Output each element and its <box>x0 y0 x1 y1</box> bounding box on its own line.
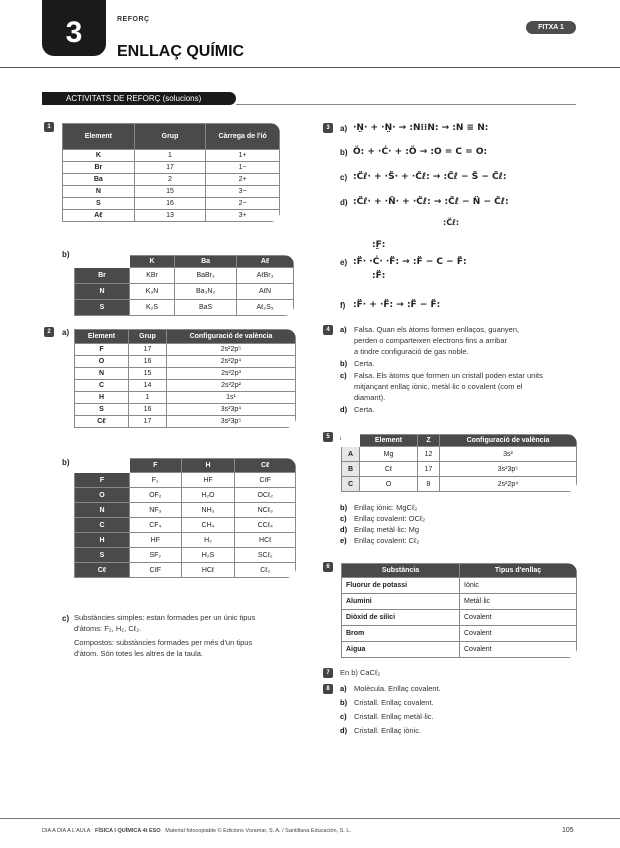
q3-item-label: a) <box>340 124 348 133</box>
col-header: Ba <box>175 256 237 268</box>
answer-label: a) <box>340 684 347 693</box>
table-cell: Br <box>63 162 135 174</box>
table-cell: H₂ <box>181 533 235 548</box>
lewis-bottom-atom: :F̈: <box>372 271 386 281</box>
q3-item-label: c) <box>340 173 348 182</box>
col-header: Element <box>360 435 418 447</box>
answer-label: b) <box>340 503 348 512</box>
row-header: O <box>75 488 130 503</box>
table-cell: CH₄ <box>181 518 235 533</box>
answer-label: d) <box>340 726 348 735</box>
answer-label: d) <box>340 405 348 414</box>
table-cell: K₃N <box>130 284 175 300</box>
answer-label: c) <box>340 371 347 380</box>
table-cell: Cℓ <box>75 416 129 428</box>
table-cell: F₂ <box>130 473 182 488</box>
col-header: Configuració de valència <box>440 435 577 447</box>
table-cell: 2 <box>134 174 206 186</box>
table-row <box>75 473 296 488</box>
table-row <box>75 488 296 503</box>
q5-table <box>341 434 577 492</box>
answer-text: Enllaç covalent: Cℓ₂ <box>354 536 420 545</box>
table-cell: 17 <box>134 162 206 174</box>
table-row <box>342 578 577 594</box>
table-cell: Aℓ <box>63 210 135 222</box>
table-cell: Covalent <box>460 610 577 626</box>
col-header: Element <box>63 124 135 150</box>
answer-text: Cristall. Enllaç iònic. <box>354 726 422 735</box>
q6-number: 6 <box>323 562 333 572</box>
table-cell: HCℓ <box>181 563 235 578</box>
q5-answers <box>340 502 425 546</box>
table-cell: CℓF <box>130 563 182 578</box>
q1-number: 1 <box>44 122 54 132</box>
table-row <box>342 642 577 658</box>
table-row <box>75 344 296 356</box>
table-cell: Cℓ₂ <box>235 563 296 578</box>
table-cell: 16 <box>129 404 167 416</box>
row-header: B <box>342 462 360 477</box>
lewis-equation: :C̈ℓ· + ·N̈· + ·C̈ℓ: → :C̈ℓ − N̈ − C̈ℓ: <box>353 197 509 207</box>
table-row <box>63 186 280 198</box>
table-cell: Aigua <box>342 642 460 658</box>
text-line: d'àtom. Són totes les altres de la taula. <box>74 649 204 658</box>
table-cell: 1 <box>134 150 206 162</box>
answer-body <box>354 358 374 369</box>
q3-item-label: b) <box>340 148 348 157</box>
table-row <box>75 533 296 548</box>
table-cell: Metàl·lic <box>460 594 577 610</box>
text-line: Certa. <box>354 359 375 368</box>
table-cell: CF₄ <box>130 518 182 533</box>
row-header: Cℓ <box>75 563 130 578</box>
col-header: Tipus d'enllaç <box>460 564 577 578</box>
table-row <box>75 380 296 392</box>
table-row <box>75 404 296 416</box>
table-cell: 16 <box>129 356 167 368</box>
answer-item <box>340 683 441 694</box>
answer-text: Enllaç metàl·lic: Mg <box>354 525 420 534</box>
col-header: K <box>130 256 175 268</box>
table-cell: S <box>63 198 135 210</box>
table-cell: OF₂ <box>130 488 182 503</box>
table-cell: 2s²2p⁵ <box>167 344 296 356</box>
table-cell: Alumini <box>342 594 460 610</box>
lewis-extra-atom: :C̈ℓ: <box>443 218 460 227</box>
table-cell: 1 <box>129 392 167 404</box>
answer-body <box>354 404 374 415</box>
table-cell: 1− <box>206 162 280 174</box>
table-cell: Ba₃N₂ <box>175 284 237 300</box>
answer-item <box>340 513 425 524</box>
table-row <box>75 548 296 563</box>
answer-label: d) <box>340 525 348 534</box>
lewis-top-atom: :F̤: <box>372 240 386 250</box>
section-divider <box>236 104 576 105</box>
answer-text: Molècula. Enllaç covalent. <box>354 684 441 693</box>
answer-label: b) <box>340 698 348 707</box>
table-cell: Aℓ₂S₃ <box>237 300 294 316</box>
table-cell: Iònic <box>460 578 577 594</box>
table-cell: 3− <box>206 186 280 198</box>
table-cell: SF₂ <box>130 548 182 563</box>
table-cell: 8 <box>418 477 440 492</box>
table-cell: 2s²2p³ <box>167 368 296 380</box>
q2-number: 2 <box>44 327 54 337</box>
q4-answers <box>340 324 580 416</box>
q3-item-label: e) <box>340 258 348 267</box>
answer-label: a) <box>340 325 347 334</box>
table-cell: AℓBr₃ <box>237 268 294 284</box>
table-cell: KBr <box>130 268 175 284</box>
q1-a-table <box>62 123 280 222</box>
col-header: Configuració de valència <box>167 330 296 344</box>
chapter-number: 3 <box>42 0 106 56</box>
q3-item-label: d) <box>340 198 348 207</box>
table-row <box>75 356 296 368</box>
footer-divider <box>0 818 620 819</box>
row-header: C <box>75 518 130 533</box>
row-header: A <box>342 447 360 462</box>
table-row <box>75 416 296 428</box>
q2-c-label: c) <box>62 614 70 623</box>
q3-item-label: f) <box>340 301 346 310</box>
kicker: REFORÇ <box>117 16 150 23</box>
text-line: d'àtoms: F₂, H₂, Cℓ₂. <box>74 624 142 633</box>
table-cell: 3s² <box>440 447 577 462</box>
row-header: Br <box>75 268 130 284</box>
q8-answers <box>340 683 441 739</box>
table-cell: 3+ <box>206 210 280 222</box>
answer-item <box>340 524 425 535</box>
q7-number: 7 <box>323 668 333 678</box>
col-header: Grup <box>134 124 206 150</box>
col-header: Grup <box>129 330 167 344</box>
table-cell: 15 <box>129 368 167 380</box>
text-line: Substàncies simples: estan formades per un únic tipus <box>74 613 256 622</box>
answer-text: Enllaç iònic: MgCℓ₂ <box>354 503 418 512</box>
table-row <box>342 594 577 610</box>
text-line: Falsa. Quan els àtoms formen enllaços, guanyen, <box>354 325 520 334</box>
table-cell: 15 <box>134 186 206 198</box>
text-line: perden o comparteixen electrons fins a arribar <box>354 336 507 345</box>
table-cell: AℓN <box>237 284 294 300</box>
table-row <box>75 268 294 284</box>
table-cell: Ba <box>63 174 135 186</box>
text-line: Certa. <box>354 405 375 414</box>
col-header: H <box>181 459 235 473</box>
page-number: 105 <box>562 827 574 834</box>
q2-a-label: a) <box>62 328 70 337</box>
col-header: Element <box>75 330 129 344</box>
table-cell: BaS <box>175 300 237 316</box>
q2-a-table <box>74 329 296 428</box>
table-cell: HCℓ <box>235 533 296 548</box>
row-header: C <box>342 477 360 492</box>
text-line: Compostos: substàncies formades per més d'un tipus <box>74 638 253 647</box>
table-cell: Mg <box>360 447 418 462</box>
text-line: diamant). <box>354 393 386 402</box>
lewis-equation: ·N̤· + ·N̤· → :N⁝⁝N: → :N ≡ N: <box>353 123 489 133</box>
table-cell: 12 <box>418 447 440 462</box>
answer-body <box>354 324 519 357</box>
table-row <box>63 198 280 210</box>
table-cell: Brom <box>342 626 460 642</box>
q1-b-label: b) <box>62 250 70 259</box>
table-cell: K <box>63 150 135 162</box>
table-row <box>342 610 577 626</box>
row-header: S <box>75 548 130 563</box>
table-cell: O <box>360 477 418 492</box>
table-row <box>75 503 296 518</box>
col-header: Substància <box>342 564 460 578</box>
footer-brand: DIA A DIA A L'AULA <box>42 828 91 834</box>
table-cell: Cℓ <box>360 462 418 477</box>
answer-item <box>340 502 425 513</box>
table-row <box>75 300 294 316</box>
col-header: Aℓ <box>237 256 294 268</box>
table-cell: H₂O <box>181 488 235 503</box>
row-header: N <box>75 284 130 300</box>
table-cell: NH₃ <box>181 503 235 518</box>
table-cell: 2+ <box>206 174 280 186</box>
table-cell: N <box>75 368 129 380</box>
answer-item <box>340 725 441 736</box>
table-row <box>342 477 577 492</box>
answer-item <box>340 404 580 415</box>
answer-item <box>340 711 441 722</box>
text-line: mitjançant enllaç iònic, metàl·lic o covalent (com el <box>354 382 523 391</box>
table-row <box>63 150 280 162</box>
text-line: Falsa. Els àtoms que formen un cristall poden estar units <box>354 371 543 380</box>
answer-label: b) <box>340 359 348 368</box>
table-row <box>75 563 296 578</box>
table-row <box>63 174 280 186</box>
table-cell: 1s¹ <box>167 392 296 404</box>
table-cell: 14 <box>129 380 167 392</box>
table-row <box>75 392 296 404</box>
table-cell: H <box>75 392 129 404</box>
table-row <box>75 284 294 300</box>
corner <box>342 435 360 447</box>
table-row <box>75 368 296 380</box>
q2-c-text <box>74 612 304 659</box>
table-cell: BaBr₂ <box>175 268 237 284</box>
table-cell: SCℓ₂ <box>235 548 296 563</box>
col-header: Càrrega de l'ió <box>206 124 280 150</box>
table-cell: 16 <box>134 198 206 210</box>
answer-text: Enllaç covalent: OCℓ₂ <box>354 514 426 523</box>
q7-text: En b) CaCℓ₂ <box>340 668 381 677</box>
table-cell: F <box>75 344 129 356</box>
table-cell: C <box>75 380 129 392</box>
q2-b-table <box>74 458 296 578</box>
table-cell: N <box>63 186 135 198</box>
table-row <box>342 447 577 462</box>
q6-table <box>341 563 577 658</box>
answer-item <box>340 370 580 403</box>
table-cell: H₂S <box>181 548 235 563</box>
table-cell: CCℓ₄ <box>235 518 296 533</box>
table-cell: 13 <box>134 210 206 222</box>
col-header: Cℓ <box>235 459 296 473</box>
table-cell: 1+ <box>206 150 280 162</box>
row-header: F <box>75 473 130 488</box>
lewis-equation: Ö: + ·Ċ· + :Ö → :O = C = O: <box>353 147 488 157</box>
row-header: S <box>75 300 130 316</box>
footer-legal: Material fotocopiable © Edicions Voramar, S. A. / Santillana Educación, S. L. <box>165 828 351 834</box>
table-cell: 17 <box>418 462 440 477</box>
lewis-equation: :F̈· + ·F̈: → :F̈ − F̈: <box>353 300 441 310</box>
table-cell: 17 <box>129 344 167 356</box>
header-divider <box>0 67 620 68</box>
section-bar: ACTIVITATS DE REFORÇ (solucions) <box>42 92 236 105</box>
table-cell: 2s²2p⁴ <box>167 356 296 368</box>
answer-item <box>340 324 580 357</box>
table-cell: Covalent <box>460 626 577 642</box>
table-cell: HF <box>181 473 235 488</box>
table-cell: 3s²3p⁵ <box>440 462 577 477</box>
table-cell: 17 <box>129 416 167 428</box>
answer-item <box>340 358 580 369</box>
table-cell: K₂S <box>130 300 175 316</box>
answer-item <box>340 697 441 708</box>
col-header: Z <box>418 435 440 447</box>
answer-text: Cristall. Enllaç metàl·lic. <box>354 712 434 721</box>
q8-number: 8 <box>323 684 333 694</box>
lewis-equation: :F̈· ·Ċ· ·F̈: → :F̈ − C − F̈: <box>353 257 467 267</box>
corner <box>75 256 130 268</box>
fitxa-badge: FITXA 1 <box>526 21 576 34</box>
answer-label: c) <box>340 514 347 523</box>
table-row <box>75 518 296 533</box>
table-cell: OCℓ₂ <box>235 488 296 503</box>
col-header: F <box>130 459 182 473</box>
table-row <box>63 162 280 174</box>
answer-text: Cristall. Enllaç covalent. <box>354 698 434 707</box>
table-cell: NCℓ₃ <box>235 503 296 518</box>
table-row <box>342 462 577 477</box>
q5-number: 5 <box>323 432 333 442</box>
table-cell: 2s²2p⁴ <box>440 477 577 492</box>
table-cell: 2− <box>206 198 280 210</box>
footer-subject: FÍSICA I QUÍMICA 4t ESO <box>95 828 161 834</box>
row-header: N <box>75 503 130 518</box>
table-cell: 3s²3p⁵ <box>167 416 296 428</box>
q2-b-label: b) <box>62 458 70 467</box>
table-cell: Covalent <box>460 642 577 658</box>
table-cell: 2s²2p² <box>167 380 296 392</box>
footer-credit <box>42 828 351 834</box>
table-row <box>342 626 577 642</box>
answer-label: e) <box>340 536 347 545</box>
text-line: a tindre configuració de gas noble. <box>354 347 469 356</box>
table-cell: HF <box>130 533 182 548</box>
q3-number: 3 <box>323 123 333 133</box>
q4-number: 4 <box>323 325 333 335</box>
lewis-equation: :C̈ℓ· + ·S̈· + ·C̈ℓ: → :C̈ℓ − S̈ − C̈ℓ: <box>353 172 507 182</box>
table-cell: 3s²3p⁴ <box>167 404 296 416</box>
table-cell: CℓF <box>235 473 296 488</box>
answer-item <box>340 535 425 546</box>
table-row <box>63 210 280 222</box>
q1-b-table <box>74 255 294 316</box>
answer-label: c) <box>340 712 347 721</box>
table-cell: NF₃ <box>130 503 182 518</box>
page-title: ENLLAÇ QUÍMIC <box>117 43 245 60</box>
answer-body <box>354 370 543 403</box>
table-cell: Diòxid de silici <box>342 610 460 626</box>
row-header: H <box>75 533 130 548</box>
table-cell: Fluorur de potassi <box>342 578 460 594</box>
table-cell: S <box>75 404 129 416</box>
table-cell: O <box>75 356 129 368</box>
corner <box>75 459 130 473</box>
